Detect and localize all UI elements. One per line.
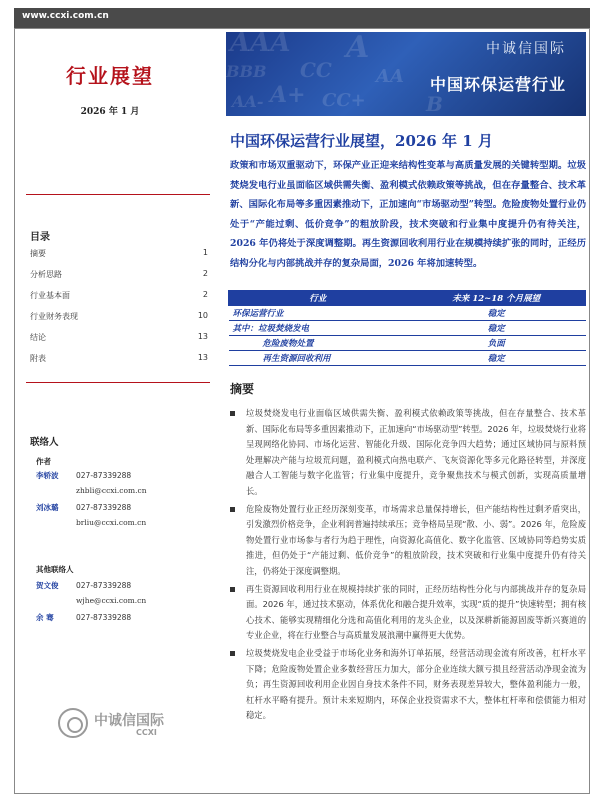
- contact-email[interactable]: zhbli@ccxi.com.cn: [76, 486, 147, 495]
- toc-title: 目录: [30, 232, 50, 243]
- column-header: 未来 12~18 个月展望: [407, 291, 586, 306]
- toc-item[interactable]: 行业基本面 2: [30, 290, 208, 300]
- table-row: [229, 336, 586, 351]
- toc-item[interactable]: 结论 13: [30, 332, 208, 342]
- banner-deco: AA-: [232, 92, 264, 111]
- logo-name: 中诚信国际: [94, 713, 164, 729]
- summary-title: 摘要: [230, 382, 255, 396]
- contact-line: 刘冰璐 027-87339288: [36, 503, 132, 512]
- other-contacts-label: 其他联络人: [36, 565, 74, 574]
- outlook-cell: 稳定: [407, 306, 586, 321]
- outlook-cell: 负面: [407, 336, 586, 351]
- contact-line: 李轿波 027-87339288: [36, 471, 132, 480]
- table-of-contents: [30, 248, 208, 374]
- report-date: 2026 年 1 月: [80, 107, 140, 117]
- banner-deco: B: [426, 92, 443, 116]
- table-row: [229, 321, 586, 336]
- report-title: 中国环保运营行业展望，2026 年 1 月: [230, 132, 493, 150]
- divider: [26, 382, 210, 383]
- authors-label: 作者: [36, 457, 51, 466]
- table-row: [229, 351, 586, 366]
- banner-firm: 中诚信国际: [486, 41, 566, 57]
- divider: [26, 194, 210, 195]
- contact-email[interactable]: wjhe@ccxi.com.cn: [76, 596, 147, 605]
- summary-list: [228, 406, 586, 726]
- banner-deco: CC+: [322, 90, 366, 111]
- contact-email[interactable]: brliu@ccxi.com.cn: [76, 518, 147, 527]
- toc-item[interactable]: 摘要 1: [30, 248, 208, 258]
- summary-bullet: 垃圾焚烧发电企业受益于市场化业务和海外订单拓展，经营活动现金流有所改善，杠杆水平下降；危险废物处置企业多数经营压力加大，部分企业连续大额亏损且经营活动净现金流为负；再生资源回收利用企业因自身技术条件不同，财务表现差异较大，整体盈利能力一般，杠杆水平略有提升。预计未来短期内，环保企业投资需求不大，整体杠杆率和偿债能力相对稳定。: [228, 646, 586, 724]
- toc-item[interactable]: 分析思路 2: [30, 269, 208, 279]
- summary-bullet: 危险废物处置行业正经历深刻变革，市场需求总量保持增长，但产能结构性过剩矛盾突出，引发激烈价格竞争，企业利润普遍持续承压；竞争格局呈现“散、小、弱”。2026 年，危险废物处置行业市场参与者行为趋于理性，向资源化高值化、数字化监管、区域协同等趋势实质推进，但仍处于“产能过剩、低价竞争”的粗放阶段，技术突破和行业集中度提升仍有待关注，仍将处于深度调整期。: [228, 502, 586, 580]
- contacts-title: 联络人: [30, 437, 59, 448]
- banner-deco: A+: [270, 82, 306, 108]
- outlook-cell: 稳定: [407, 351, 586, 366]
- report-type: 行业展望: [66, 64, 154, 88]
- site-url[interactable]: www.ccxi.com.cn: [22, 11, 109, 21]
- lead-paragraph: 政策和市场双重驱动下，环保产业正迎来结构性变革与高质量发展的关键转型期。垃圾焚烧发电行业虽面临区域供需失衡、盈利模式依赖政策等挑战，但在存量整合、技术革新、国际化布局等多重因素推动下，正加速向“市场驱动型”转型。危险废物处置行业仍处于“产能过剩、低价竞争”的粗放阶段，技术突破和行业集中度提升仍有待关注，2026 年仍将处于深度调整期。再生资源回收利用行业在规模持续扩张的同时，正经历结构分化与内部挑战并存的复杂局面，2026 年将加速转型。: [230, 160, 586, 269]
- outlook-table: [228, 290, 586, 366]
- banner-sector: 中国环保运营行业: [429, 75, 566, 94]
- left-column: [14, 28, 220, 794]
- industry-cell: 再生资源回收利用: [229, 351, 408, 366]
- table-header-row: [229, 291, 586, 306]
- industry-cell: 环保运营行业: [229, 306, 408, 321]
- logo-abbrev: CCXI: [136, 728, 157, 737]
- company-logo: [58, 706, 188, 742]
- summary-bullet: 再生资源回收利用行业在规模持续扩张的同时，正经历结构性分化与内部挑战并存的复杂局面。2026 年，通过技术驱动，体系优化和融合提升效率，实现“质的提升”快速转型；拥有核心技术、能够实现精细化分选和高值化利用的龙头企业，以及深耕新能源固废等新兴赛道的专业企业，将在行业整合与高质量发展浪潮中赢得更大优势。: [228, 582, 586, 644]
- banner-deco: AAA: [230, 32, 291, 58]
- industry-cell: 其中：垃圾焚烧发电: [229, 321, 408, 336]
- url-bar: [14, 8, 590, 28]
- banner-deco: CC: [300, 58, 332, 82]
- outlook-cell: 稳定: [407, 321, 586, 336]
- summary-bullet: 垃圾焚烧发电行业面临区域供需失衡、盈利模式依赖政策等挑战，但在存量整合、技术革新、国际化布局等多重因素推动下，正加速向“市场驱动型”转型。2026 年，垃圾焚烧行业将呈现网络化协同、市场化运营、智能化升级、国际化竞争四大趋势；通过区域协同与原料预处理解决产能与垃圾荒问题，盈利模式向热电联产、飞灰资源化等多元化路径转型，并深度融合人工智能与数字化监管；行业集中度提升，竞争聚焦技术与模式创新，实现高质量增长。: [228, 406, 586, 500]
- contact-line: 余 骞 027-87339288: [36, 613, 132, 622]
- logo-mark-icon: [58, 708, 88, 738]
- banner-deco: BBB: [226, 62, 267, 81]
- banner-deco: AA: [376, 66, 404, 87]
- report-banner: [226, 32, 586, 116]
- table-row: [229, 306, 586, 321]
- toc-item[interactable]: 行业财务表现 10: [30, 311, 208, 321]
- toc-item[interactable]: 附表 13: [30, 353, 208, 363]
- industry-cell: 危险废物处置: [229, 336, 408, 351]
- column-header: 行业: [229, 291, 408, 306]
- contact-line: 贺文俊 027-87339288: [36, 581, 132, 590]
- banner-deco: A: [346, 32, 370, 65]
